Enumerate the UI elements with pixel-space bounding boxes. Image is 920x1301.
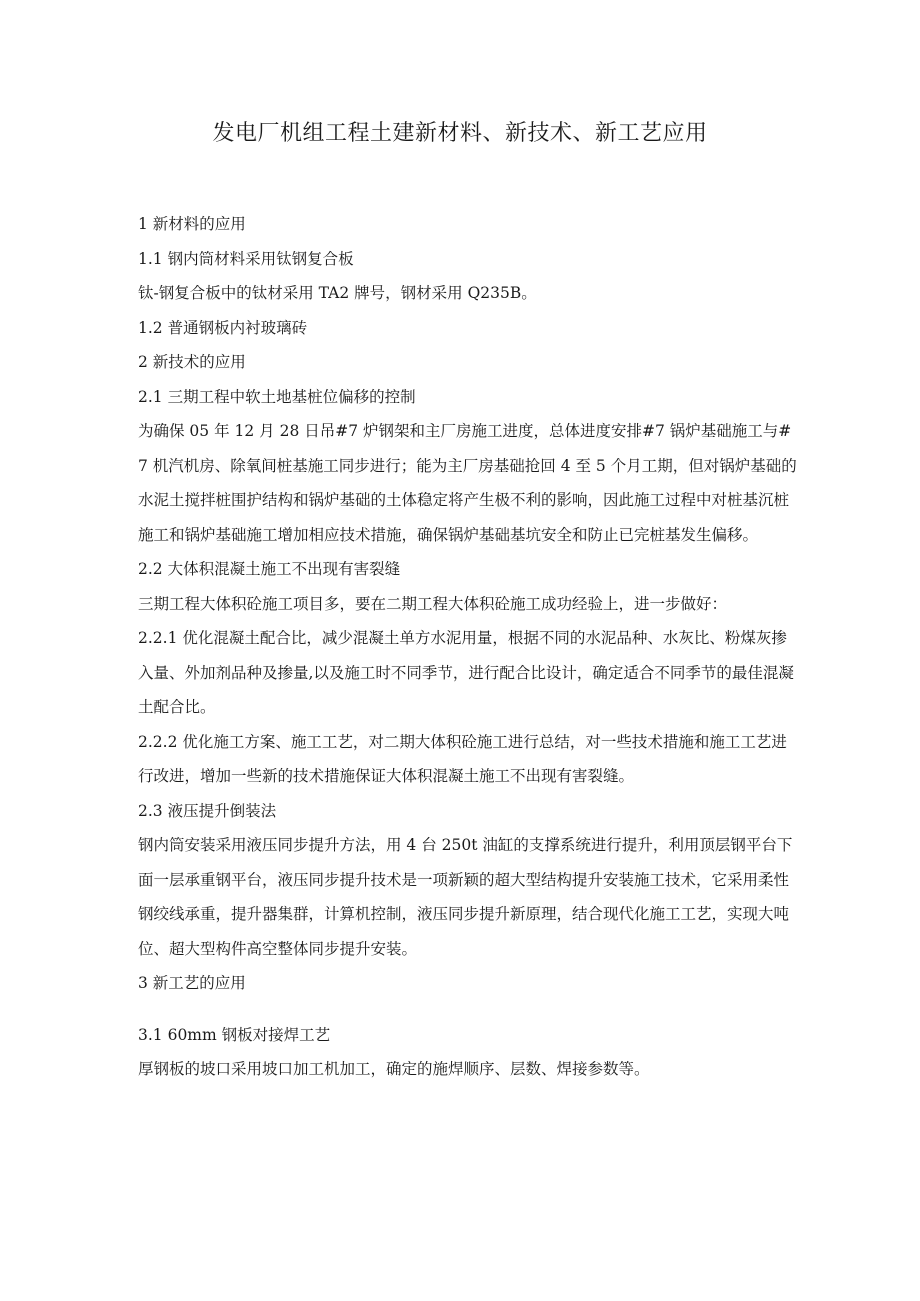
paragraph: 为确保 05 年 12 月 28 日吊#7 炉钢架和主厂房施工进度，总体进度安排#7 锅炉基础施工与#7 机汽机房、除氧间桩基施工同步进行；能为主厂房基础抢回 4 至 5 个月工期，但对锅炉基础的水泥土搅拌桩围护结构和锅炉基础的土体稳定将产生极不利的影响，因此施工过程中对桩基沉桩施工和锅炉基础施工增加相应技术措施，确保锅炉基础基坑安全和防止已完桩基发生偏移。 xyxy=(138,422,797,544)
subsection-heading: 1.1 钢内筒材料采用钛钢复合板 xyxy=(138,249,354,268)
section-heading: 1 新材料的应用 xyxy=(138,215,246,233)
paragraph: 三期工程大体积砼施工项目多，要在二期工程大体积砼施工成功经验上，进一步做好： xyxy=(138,594,728,613)
paragraph: 钛-钢复合板中的钛材采用 TA2 牌号，钢材采用 Q235B。 xyxy=(138,284,537,302)
section-heading: 2 新技术的应用 xyxy=(138,353,246,371)
subsection-heading: 2.1 三期工程中软土地基桩位偏移的控制 xyxy=(138,387,416,406)
paragraph: 2.2.1 优化混凝土配合比，减少混凝土单方水泥用量，根据不同的水泥品种、水灰比、粉煤灰掺入量、外加剂品种及掺量,以及施工时不同季节，进行配合比设计，确定适合不同季节的最佳混凝土配合比。 xyxy=(138,629,794,716)
paragraph: 厚钢板的坡口采用坡口加工机加工，确定的施焊顺序、层数、焊接参数等。 xyxy=(138,1060,650,1078)
subsection-heading: 2.3 液压提升倒装法 xyxy=(138,801,277,820)
paragraph: 2.2.2 优化施工方案、施工工艺，对二期大体积砼施工进行总结，对一些技术措施和施工工艺进行改进，增加一些新的技术措施保证大体积混凝土施工不出现有害裂缝。 xyxy=(138,732,787,785)
subsection-heading: 3.1 60mm 钢板对接焊工艺 xyxy=(138,1025,331,1044)
document-body xyxy=(138,207,798,1087)
subsection-heading: 1.2 普通钢板内衬玻璃砖 xyxy=(138,318,308,337)
document-title: 发电厂机组工程土建新材料、新技术、新工艺应用 xyxy=(212,121,708,146)
blank-line xyxy=(138,1001,798,1018)
section-heading: 3 新工艺的应用 xyxy=(138,974,246,992)
subsection-heading: 2.2 大体积混凝土施工不出现有害裂缝 xyxy=(138,560,401,578)
paragraph: 钢内筒安装采用液压同步提升方法，用 4 台 250t 油缸的支撑系统进行提升，利用顶层钢平台下面一层承重钢平台，液压同步提升技术是一项新颖的超大型结构提升安装施工技术，它采用柔性钢绞线承重，提升器集群，计算机控制，液压同步提升新原理，结合现代化施工工艺，实现大吨位、超大型构件高空整体同步提升安装。 xyxy=(138,836,793,958)
